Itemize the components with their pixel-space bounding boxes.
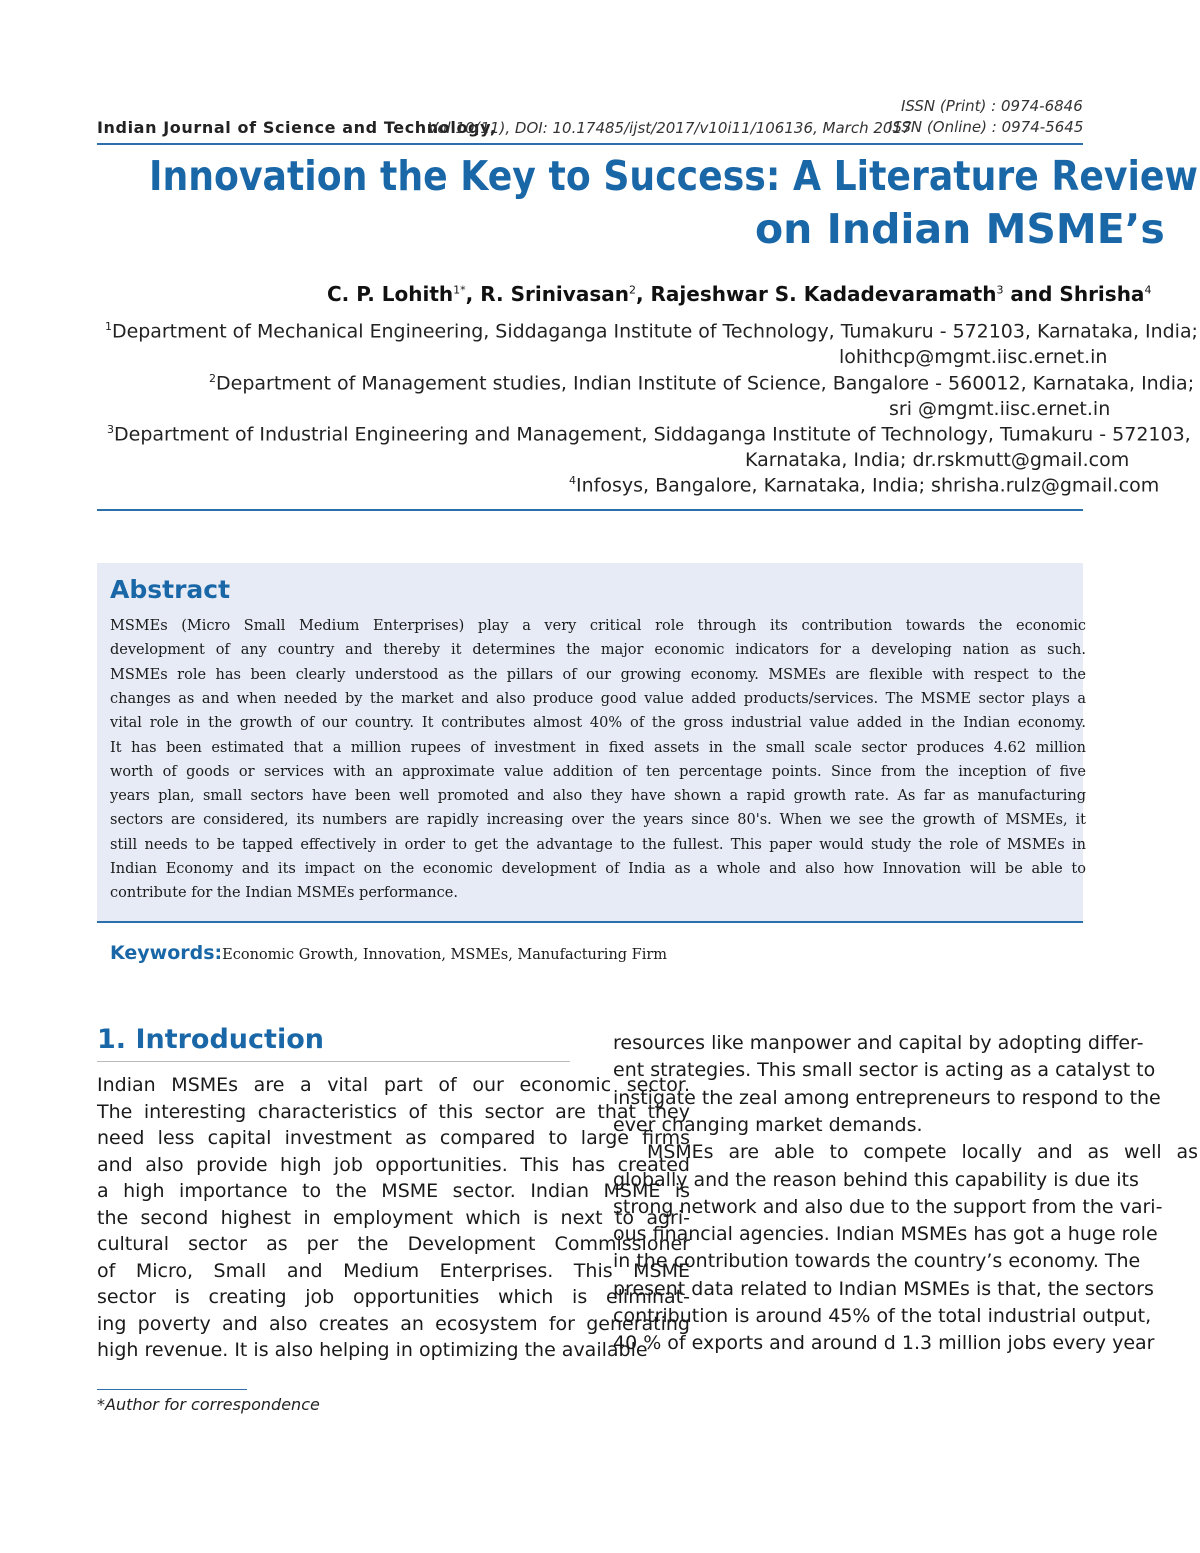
intro-left-line: the second highest in employment which is next to agri- (97, 1206, 690, 1229)
issn-online: ISSN (Online) : 0974-5645 (888, 118, 1084, 136)
intro-left-line: high revenue. It is also helping in optimizing the available (97, 1339, 648, 1361)
abstract-line: vital role in the growth of our country. It contributes almost 40% of the gross industrial value added in the Indian economy. (110, 715, 1086, 732)
intro-right-line: globally and the reason behind this capability is due its (613, 1168, 1139, 1191)
intro-right-line: 40 % of exports and around d 1.3 million jobs every year (613, 1332, 1155, 1355)
author-3: , Rajeshwar S. Kadadevaramath (635, 282, 997, 306)
affiliation-1-email: lohithcp@mgmt.iisc.ernet.in (839, 346, 1108, 368)
affiliation-1 (105, 320, 1198, 342)
intro-right-line: ent strategies. This small sector is acting as a catalyst to (613, 1059, 1156, 1082)
intro-left-line: need less capital investment as compared to large firms (97, 1127, 690, 1149)
affiliation-3-text: Department of Industrial Engineering and Management, Siddaganga Institute of Technology, Tumakuru - 572103, (114, 423, 1191, 446)
intro-heading-rule (97, 1061, 570, 1062)
affiliation-rule (97, 509, 1083, 511)
affiliation-1-text: Department of Mechanical Engineering, Siddaganga Institute of Technology, Tumakuru - 572103, Karnataka, India; (111, 320, 1198, 343)
title-line-2: on Indian MSME’s (755, 205, 1165, 253)
keywords-row (110, 942, 667, 964)
author-4: and Shrisha (1003, 282, 1145, 306)
author-4-sup: 4 (1144, 283, 1152, 297)
author-3-sup: 3 (996, 283, 1004, 297)
intro-right-line: strong network and also due to the support from the vari- (613, 1195, 1163, 1218)
intro-right-line: ous financial agencies. Indian MSMEs has got a huge role (613, 1223, 1158, 1246)
abstract-line: contribute for the Indian MSMEs performance. (110, 885, 458, 902)
affiliation-2-text: Department of Management studies, Indian Institute of Science, Bangalore - 560012, Karnataka, India; (216, 372, 1195, 395)
intro-right-line: resources like manpower and capital by adopting differ- (613, 1032, 1144, 1054)
intro-right-line: in the contribution towards the country’s economy. The (613, 1250, 1141, 1273)
intro-right-line: contribution is around 45% of the total industrial output, (613, 1305, 1152, 1327)
abstract-line: sectors are considered, its numbers are rapidly increasing over the years since 80's. When we see the growth of MSMEs, it (110, 812, 1086, 829)
footnote: *Author for correspondence (97, 1395, 320, 1414)
author-1-sup: 1* (453, 283, 466, 297)
abstract-line: changes as and when needed by the market and also produce good value added products/services. The MSME sector plays a (110, 690, 1086, 707)
intro-left-line: sector is creating job opportunities which is eliminat- (97, 1286, 690, 1308)
intro-left-line: and also provide high job opportunities. This has created (97, 1153, 690, 1176)
title-line-1: Innovation the Key to Success: A Literature Review (149, 152, 1198, 200)
intro-right-line: instigate the zeal among entrepreneurs to respond to the (613, 1086, 1161, 1109)
affiliation-3-sup: 3 (107, 423, 114, 436)
author-2: , R. Srinivasan (465, 282, 629, 306)
doi-line: Vol 10(11), DOI: 10.17485/ijst/2017/v10i11/106136, March 2017 (428, 119, 912, 137)
intro-left-line: a high importance to the MSME sector. Indian MSME is (97, 1180, 690, 1202)
intro-left-line: cultural sector as per the Development Commissioner (97, 1233, 690, 1255)
abstract-line: years plan, small sectors have been well promoted and also they have shown a rapid growth rate. As far as manufacturing (110, 788, 1086, 805)
abstract-line: development of any country and thereby it determines the major economic indicators for a developing nation as such. (110, 642, 1086, 659)
author-1: C. P. Lohith (327, 282, 454, 306)
keywords-text: Economic Growth, Innovation, MSMEs, Manufacturing Firm (222, 947, 668, 963)
header-rule (97, 143, 1083, 145)
issn-print: ISSN (Print) : 0974-6846 (901, 97, 1083, 115)
abstract-line: It has been estimated that a million rupees of investment in fixed assets in the small scale sector produces 4.62 million (110, 739, 1086, 756)
intro-left-line: of Micro, Small and Medium Enterprises. This MSME (97, 1259, 690, 1282)
intro-right-line: present data related to Indian MSMEs is that, the sectors (613, 1277, 1154, 1300)
footnote-rule (97, 1389, 247, 1390)
affiliation-4-sup: 4 (569, 474, 576, 487)
journal-name: Indian Journal of Science and Technology, (97, 118, 497, 137)
intro-left-line: The interesting characteristics of this sector are that they (97, 1100, 690, 1123)
abstract-line: worth of goods or services with an approximate value addition of ten percentage points. Since from the inception of five (110, 763, 1086, 780)
affiliation-3-email: Karnataka, India; dr.rskmutt@gmail.com (745, 449, 1130, 471)
author-list (327, 282, 1151, 306)
author-2-sup: 2 (628, 283, 636, 297)
intro-right-line: ever changing market demands. (613, 1113, 923, 1136)
affiliation-2-email: sri @mgmt.iisc.ernet.in (889, 398, 1111, 420)
affiliation-4 (569, 474, 1159, 496)
abstract-line: Indian Economy and its impact on the economic development of India as a whole and also how Innovation will be able to (110, 861, 1086, 877)
intro-right-line: MSMEs are able to compete locally and as well as (647, 1141, 1199, 1164)
abstract-line: MSMEs (Micro Small Medium Enterprises) play a very critical role through its contribution towards the economic (110, 618, 1086, 634)
affiliation-2-sup: 2 (209, 372, 216, 385)
abstract-line: still needs to be tapped effectively in order to get the advantage to the fullest. This paper would study the role of MSMEs in (110, 836, 1086, 853)
intro-left-line: Indian MSMEs are a vital part of our economic sector. (97, 1074, 690, 1096)
affiliation-2 (209, 372, 1194, 394)
intro-left-line: ing poverty and also creates an ecosystem for generating (97, 1312, 690, 1335)
abstract-heading: Abstract (110, 575, 231, 604)
abstract-line: MSMEs role has been clearly understood as the pillars of our growing economy. MSMEs are flexible with respect to the (110, 666, 1086, 683)
affiliation-1-sup: 1 (105, 320, 112, 333)
affiliation-4-text: Infosys, Bangalore, Karnataka, India; shrisha.rulz@gmail.com (576, 474, 1160, 497)
keywords-label: Keywords: (110, 942, 223, 964)
affiliation-3 (107, 423, 1191, 445)
intro-heading: 1. Introduction (97, 1024, 324, 1055)
